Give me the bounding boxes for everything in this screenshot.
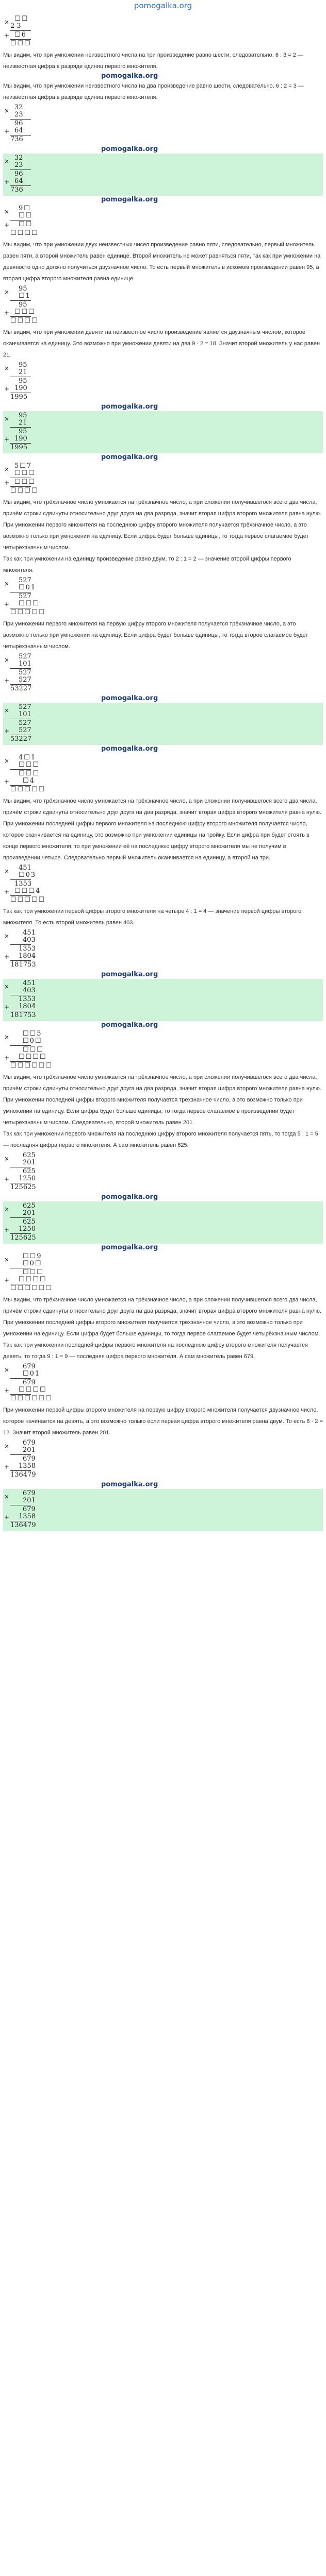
plus-sign: + (4, 1226, 10, 1233)
multiplication-column (3, 1438, 323, 1481)
column-line: 95 (19, 301, 27, 309)
plus-sign: + (4, 479, 10, 486)
column-line: 125625 (10, 1234, 36, 1242)
multiplication-column (3, 863, 323, 906)
plus-sign: + (4, 953, 10, 960)
watermark: pomogalka.org (101, 453, 158, 461)
column-line: 201 (23, 1446, 36, 1454)
explanation-text: При умножении первой цифры второго множителя на первую цифру второго множителя получается двузначное число, которое начинается на девять, а это возможно только если первая цифра второго множителя равна двум. То есть 6 · 2 = 12. Значит второй множитель равен 201. (3, 1407, 323, 1436)
column-line: 32 (14, 104, 23, 111)
column-line: 4☐1 (19, 754, 37, 761)
explanation-text: Мы видим, что при умножении двух неизвестных чисел произведение равно пяти, следовательно, первый множитель равен пяти, а второй множитель равен единице. Второй множитель не может равняться пяти, так как при умножении на девяносто одно должно получиться двузначное число. То есть первый множитель в искомом произведении равен 95, а вторая цифра второго множителя равна единице. (3, 242, 321, 282)
column-line: ☐☐5 (23, 1030, 42, 1038)
multiply-sign: × (4, 107, 10, 114)
column-line: 9☐ (19, 205, 31, 212)
column-line: 527 (19, 676, 31, 684)
multiply-sign: × (4, 1493, 10, 1500)
column-line: ☐☐☐ (14, 308, 36, 316)
column-line: 21 (19, 419, 27, 427)
column-line: ☐1 (19, 292, 31, 300)
column-line: 96 (14, 120, 23, 127)
column-line: ☐☐☐ (14, 478, 36, 486)
watermark: pomogalka.org (101, 403, 158, 411)
column-line: 625 (23, 1167, 36, 1175)
column-line: ☐☐☐☐ (10, 229, 39, 237)
column-line: 679 (23, 1489, 36, 1497)
column-line: 101 (19, 710, 31, 718)
multiplication-column (3, 1252, 323, 1294)
multiplication-column (3, 1029, 323, 1072)
column-line: 1995 (10, 444, 28, 451)
multiply-sign: × (4, 1256, 10, 1263)
column-line: 95 (19, 412, 27, 419)
explanation-text: При умножении последней цифры первого множителя на последнюю цифру второго множителя получается число, которое оканчивается на единицу, это возможно при умножении единицы на тройку. Если цифра при будет стоять в конце первого множителя, то при умножении её на последнюю цифру второго множителя мы не получим в произведении четыре. Следовательно первый множитель оканчивается на единицу, а второй на три. (3, 821, 309, 861)
watermark: pomogalka.org (101, 745, 158, 753)
column-line: ☐☐☐ (14, 469, 36, 477)
plus-sign: + (4, 677, 10, 684)
multiplication-column (3, 361, 323, 403)
column-line: 736 (10, 186, 23, 194)
column-line: ☐01 (19, 584, 37, 591)
watermark: pomogalka.org (101, 72, 158, 80)
column-line: 1353 (19, 995, 36, 1003)
column-line: 527 (19, 653, 31, 660)
column-line: 625 (23, 1202, 36, 1210)
column-line: 451 (19, 864, 31, 872)
explanation-text: Так как при умножении последней цифры первого множителя на последнюю цифру второго множителя получается девять, то тогда 9 : 1 = 9 — последняя цифра первого множителя. А сам множитель равен 679. (3, 1342, 308, 1360)
explanation-text: Мы видим, что трёхзначное число умножается на трёхзначное число, а при сложении получившегося всего два числа, причём строки сдвинуты относительно друг друга на два разряда, значит вторая цифра второго множителя равна нулю. (3, 1297, 321, 1314)
column-line: 403 (23, 987, 36, 994)
multiplication-column (3, 14, 323, 49)
multiply-sign: × (4, 757, 10, 765)
column-line: 125625 (10, 1183, 36, 1191)
multiplication-column (3, 652, 323, 694)
column-line: ☐03 (19, 871, 37, 879)
column-line: ☐☐☐☐ (10, 487, 39, 495)
column-line: 527 (19, 669, 31, 676)
column-line: 1804 (19, 1003, 36, 1010)
column-line: 736 (10, 135, 23, 143)
explanation-text: Мы видим, что трёхзначное число умножается на трёхзначное число, а при сложении получившегося всего два числа, причём строки сдвинуты относительно друг друга на два разряда, значит вторая цифра второго множителя равна нулю. (3, 798, 321, 816)
column-line: 95 (19, 428, 27, 435)
multiplication-column (3, 928, 323, 971)
watermark: pomogalka.org (101, 1244, 158, 1251)
column-line: ☐☐☐☐ (19, 1386, 47, 1394)
plus-sign: + (4, 888, 10, 895)
column-line: ☐0☐ (23, 1260, 42, 1267)
column-line: 136479 (10, 1521, 36, 1529)
column-line: ☐☐ (19, 212, 33, 219)
explanation-text: Мы видим, что при умножении девяти на неизвестное число произведение является двузначным числом, которое оканчивается на единицу. Это возможно при умножении девяти на два 9 · 2 = 18. Значит второй множитель у нас равен 21. (3, 329, 320, 358)
column-line: ☐☐☐☐☐ (10, 608, 46, 616)
plus-sign: + (4, 1514, 10, 1521)
multiplication-column (3, 1201, 323, 1244)
watermark: pomogalka.org (101, 1021, 158, 1029)
column-line: 451 (23, 929, 36, 937)
column-line: 1250 (19, 1175, 36, 1182)
column-line: 53227 (10, 735, 32, 743)
multiply-sign: × (4, 868, 10, 875)
plus-sign: + (4, 727, 10, 735)
column-line: ☐☐☐ (19, 761, 40, 769)
solution-content (0, 14, 326, 1531)
column-line: ☐☐☐ (23, 1268, 44, 1276)
column-line: 527 (19, 703, 31, 711)
multiplication-column (3, 154, 323, 196)
column-line: 679 (23, 1379, 36, 1386)
column-line: 101 (19, 660, 31, 668)
column-line: 527 (19, 577, 31, 584)
column-line: 32 (14, 154, 23, 162)
column-line: 23 (14, 161, 23, 169)
column-line: ☐☐☐☐☐☐ (10, 1395, 53, 1402)
explanation-text: Так как при умножении первой цифры второго множителя на четыре 4 : 1 = 4 — значение первой цифры второго множителя. То есть второй множитель равен 403. (3, 908, 302, 926)
column-line: 95 (19, 377, 27, 385)
multiply-sign: × (4, 933, 10, 940)
plus-sign: + (4, 309, 10, 316)
multiplication-column (3, 1151, 323, 1193)
column-line: 64 (14, 127, 23, 134)
column-line: 679 (23, 1363, 36, 1370)
multiply-sign: × (4, 208, 10, 215)
multiplication-column (3, 753, 323, 795)
column-line: ☐☐☐ (19, 600, 40, 607)
column-line: 1358 (19, 1513, 36, 1520)
multiplication-column (3, 979, 323, 1021)
column-line: ☐☐☐4 (14, 887, 41, 895)
watermark: pomogalka.org (101, 971, 158, 978)
column-line: 53227 (10, 685, 32, 692)
plus-sign: + (4, 1054, 10, 1061)
multiply-sign: × (4, 466, 10, 473)
plus-sign: + (4, 1176, 10, 1183)
column-line: 21 (19, 368, 27, 376)
column-line: ☐☐☐☐ (19, 1276, 47, 1283)
column-line: 23 (14, 111, 23, 118)
multiplication-column (3, 103, 323, 145)
column-line: 679 (23, 1439, 36, 1447)
watermark: pomogalka.org (101, 1481, 158, 1488)
column-line: 201 (23, 1159, 36, 1166)
multiply-sign: × (4, 656, 10, 664)
column-line: ☐0☐ (23, 1037, 42, 1045)
column-line: 201 (23, 1209, 36, 1217)
column-line: ☐☐☐☐☐☐ (10, 1284, 53, 1292)
plus-sign: + (4, 1387, 10, 1394)
plus-sign: + (4, 32, 10, 39)
multiply-sign: × (4, 1443, 10, 1450)
column-line: 64 (14, 177, 23, 185)
column-line: ☐☐ (19, 221, 33, 228)
explanation-text: Так как при умножении на единицу произведение равно двум, то 2 : 1 = 2 — значение второй цифры первого множителя. (3, 556, 291, 573)
multiplication-column (3, 1362, 323, 1404)
plus-sign: + (4, 601, 10, 608)
explanation-text: Мы видим, что трёхзначное число умножается на трёхзначное число, а при сложении получившегося всего два числа, причём строки сдвинуты относительно друг друга на два разряда, значит вторая цифра второго множителя равна нулю. (3, 1074, 321, 1092)
column-line: ☐4 (23, 777, 35, 785)
plus-sign: + (4, 128, 10, 135)
multiply-sign: × (4, 707, 10, 714)
multiply-sign: × (4, 580, 10, 587)
plus-sign: + (4, 1463, 10, 1470)
column-line: 1353 (19, 945, 36, 953)
column-line: 95 (19, 361, 27, 369)
site-logo[interactable]: pomogalka.org (134, 1, 192, 10)
multiply-sign: × (4, 289, 10, 296)
column-line: ☐☐☐☐ (10, 317, 39, 325)
multiplication-column (3, 462, 323, 497)
column-line: 1995 (10, 393, 28, 401)
column-line: 1804 (19, 952, 36, 960)
column-line: 1358 (19, 1462, 36, 1470)
column-line: 201 (23, 1497, 36, 1504)
column-line: 96 (14, 170, 23, 178)
column-line: 451 (23, 979, 36, 987)
multiply-sign: × (4, 365, 10, 372)
column-line: 403 (23, 936, 36, 944)
explanation-text: Так как при умножении первого множителя на последнюю цифру второго множителя получается пять, то тогда 5 : 1 = 5 — последняя цифра первого множителя. А сам множитель равен 625. (3, 1131, 318, 1148)
multiplication-column (3, 411, 323, 453)
plus-sign: + (4, 385, 10, 393)
plus-sign: + (4, 1004, 10, 1011)
plus-sign: + (4, 778, 10, 785)
explanation-text: Мы видим, что при умножении неизвестного числа на два произведение равно шести, следовательно, 6 : 2 = 3 — неизвестная цифра в разряде единиц первого множителя. (3, 83, 304, 100)
explanation-text: Мы видим, что при умножении неизвестного числа на три произведение равно шести, следовательно, 6 : 3 = 2 — неизвестная цифра в разряде единиц первого множителя. (3, 52, 303, 70)
multiplication-column (3, 284, 323, 327)
column-line: 527 (19, 726, 31, 734)
explanation-text: При умножении последней цифры второго множителя получается трёхзначное число, а это возможно только при умножении на единицу. Если цифра будет больше единицы, то тогда первое слагаемое будет четырёхзначным числом. (3, 1319, 320, 1337)
column-line: ☐☐☐☐☐☐ (10, 1062, 53, 1070)
column-line: ☐☐☐ (19, 770, 40, 777)
watermark: pomogalka.org (101, 694, 158, 702)
column-line: 527 (19, 719, 31, 727)
multiply-sign: × (4, 415, 10, 422)
column-line: 625 (23, 1218, 36, 1226)
column-line: 190 (14, 384, 27, 392)
column-line: 2 3 (10, 22, 21, 30)
column-line: ☐☐9 (23, 1252, 42, 1260)
multiply-sign: × (4, 1206, 10, 1213)
multiplication-column (3, 576, 323, 618)
column-line: 527 (19, 592, 31, 600)
multiply-sign: × (4, 1033, 10, 1041)
column-line: ☐☐☐☐ (19, 1053, 47, 1061)
column-line: 181753 (10, 1011, 36, 1019)
watermark: pomogalka.org (101, 145, 158, 153)
column-line: 625 (23, 1151, 36, 1159)
multiply-sign: × (4, 1366, 10, 1374)
plus-sign: + (4, 222, 10, 229)
column-line: 1353 (14, 880, 32, 888)
explanation-text: При умножении первого множителя на последнюю цифру второго множителя получается трёхзначное число, а это возможно только при умножении на единицу. Если цифра будет больше единицы, то тогда первое слагаемое будет четырёхзначным числом. (3, 522, 309, 551)
multiplication-column (3, 703, 323, 745)
multiply-sign: × (4, 1155, 10, 1162)
plus-sign: + (4, 1277, 10, 1284)
multiplication-column (3, 204, 323, 239)
column-line: 5☐7 (14, 462, 32, 470)
multiply-sign: × (4, 983, 10, 990)
column-line: 679 (23, 1505, 36, 1513)
column-line: 181753 (10, 961, 36, 969)
column-line: ☐01 (23, 1370, 41, 1378)
explanation-text: При умножении последней цифры второго множителя получается трёхзначное число, а это возможно только при умножении на единицу. Если цифра будет больше единицы, то тогда первое слагаемое в произведении будет четырёхзначным числом. Следовательно, второй множитель равен 201. (3, 1097, 303, 1126)
column-line: ☐☐☐ (10, 40, 31, 47)
column-line: ☐☐☐☐☐ (10, 896, 46, 904)
explanation-text: Мы видим, что трёхзначное число умножается на трёхзначное число, а при сложении получившегося всего два числа, причём строки сдвинуты относительно друг друга на два разряда, значит вторая цифра второго множителя равна нулю. (3, 499, 321, 517)
watermark: pomogalka.org (101, 196, 158, 204)
column-line: 190 (14, 435, 27, 443)
multiply-sign: × (4, 158, 10, 165)
multiplication-column (3, 1489, 323, 1531)
column-line: ☐6 (14, 31, 27, 39)
column-line: ☐☐ (14, 15, 29, 23)
plus-sign: + (4, 178, 10, 185)
multiply-sign: × (4, 19, 10, 26)
column-line: 679 (23, 1455, 36, 1463)
plus-sign: + (4, 436, 10, 443)
column-line: ☐☐☐ (23, 1046, 44, 1054)
column-line: 136479 (10, 1471, 36, 1479)
column-line: ☐☐☐☐☐ (10, 786, 46, 793)
watermark: pomogalka.org (101, 1193, 158, 1201)
explanation-text: При умножении первого множителя на первую цифру второго множителя получается трёхзначное число, а это возможно только при умножении на единицу. Если цифра будет больше единицы, то тогда второе слагаемое будет четырёхзначным числом. (3, 621, 308, 650)
column-line: 95 (19, 285, 27, 293)
column-line: 1250 (19, 1225, 36, 1233)
